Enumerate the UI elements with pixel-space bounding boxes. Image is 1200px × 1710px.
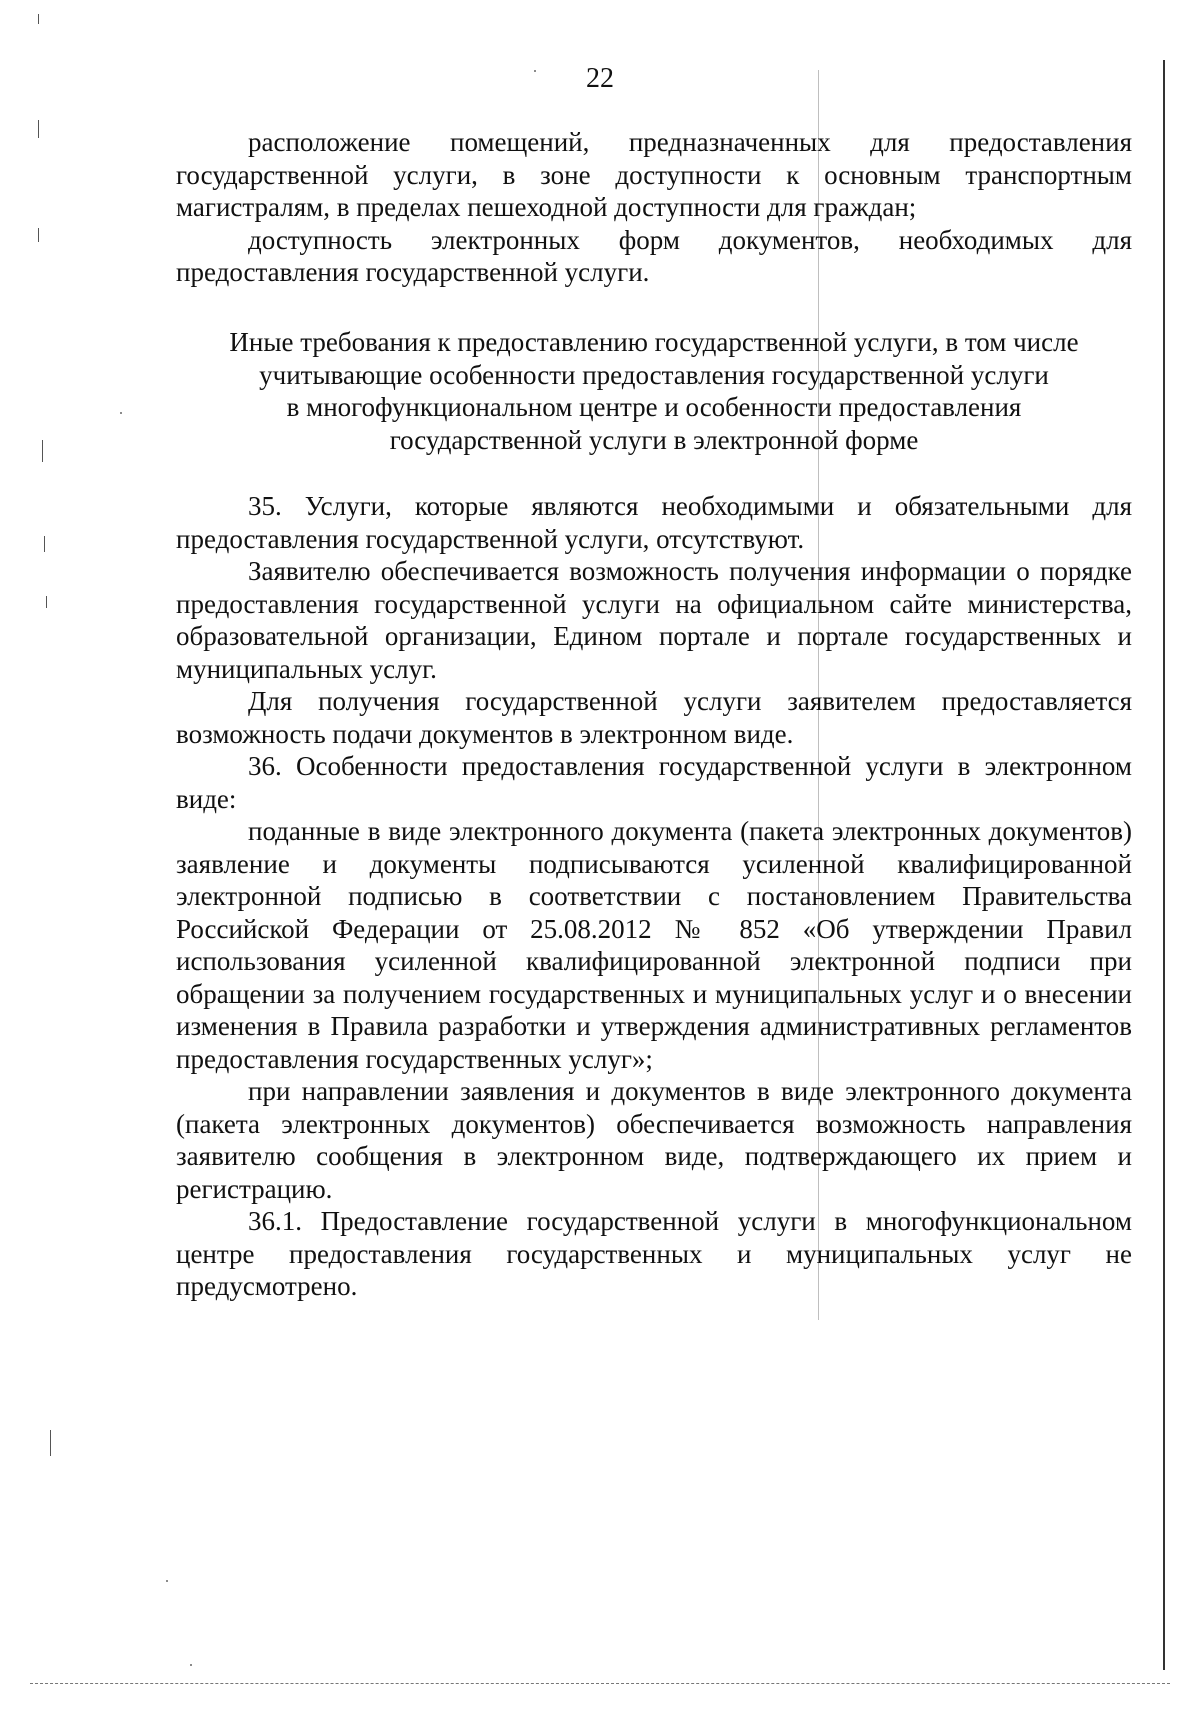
scan-mark bbox=[38, 228, 39, 242]
heading-line: учитывающие особенности предоставления государственной услуги bbox=[259, 359, 1049, 390]
paragraph: Заявителю обеспечивается возможность получения информации о порядке предоставления государственной услуги на официальном сайте министерства, образовательной организации, Едином портале и портале государственных и муниципальных услуг. bbox=[176, 556, 1132, 684]
paragraph-group-facilities bbox=[176, 126, 1132, 289]
paragraph: Для получения государственной услуги заявителем предоставляется возможность подачи документов в электронном виде. bbox=[176, 686, 1132, 749]
paragraph-group-requirements bbox=[176, 490, 1132, 1303]
paragraph: поданные в виде электронного документа (пакета электронных документов) заявление и документы подписываются усиленной квалифицированной электронной подписью в соответствии с постановлением Правительства Российской Федерации от 25.08.2012 № 852 «Об утверждении Правил использования усиленной квалифицированной электронной подписи при обращении за получением государственных и муниципальных услуг и о внесении изменения в Правила разработки и утверждения административных регламентов предоставления государственных услуг»; bbox=[176, 816, 1132, 1074]
scan-mark bbox=[46, 596, 47, 608]
scan-mark bbox=[42, 440, 43, 462]
heading-line: в многофункциональном центре и особенности предоставления bbox=[286, 392, 1022, 422]
scan-speck bbox=[166, 1580, 168, 1582]
paragraph-36-1: 36.1. Предоставление государственной услуги в многофункциональном центре предоставления государственных и муниципальных услуг не предусмотрено. bbox=[176, 1206, 1132, 1301]
heading-line: государственной услуги в электронной форме bbox=[389, 424, 919, 455]
scan-speck bbox=[120, 412, 122, 414]
scan-mark bbox=[50, 1430, 51, 1456]
section-heading bbox=[176, 326, 1132, 456]
paragraph: при направлении заявления и документов в виде электронного документа (пакета электронных документов) обеспечивается возможность направления заявителю сообщения в электронном виде, подтверждающего их прием и регистрацию. bbox=[176, 1076, 1132, 1204]
scan-mark bbox=[38, 14, 39, 24]
scan-mark bbox=[38, 120, 39, 138]
scan-mark bbox=[44, 536, 45, 552]
paragraph-35: 35. Услуги, которые являются необходимыми и обязательными для предоставления государственной услуги, отсутствуют. bbox=[176, 491, 1132, 554]
heading-line: Иные требования к предоставлению государственной услуги, в том числе bbox=[229, 327, 1079, 357]
paragraph-36: 36. Особенности предоставления государственной услуги в электронном виде: bbox=[176, 751, 1132, 814]
paragraph: расположение помещений, предназначенных для предоставления государственной услуги, в зоне доступности к основным транспортным магистралям, в пределах пешеходной доступности для граждан; bbox=[176, 127, 1132, 222]
scan-bottom-edge bbox=[30, 1683, 1170, 1684]
scan-edge-line bbox=[1163, 60, 1165, 1670]
scan-speck bbox=[190, 1664, 192, 1666]
page-number: 22 bbox=[586, 63, 614, 94]
paragraph: доступность электронных форм документов, необходимых для предоставления государственной услуги. bbox=[176, 224, 1132, 287]
